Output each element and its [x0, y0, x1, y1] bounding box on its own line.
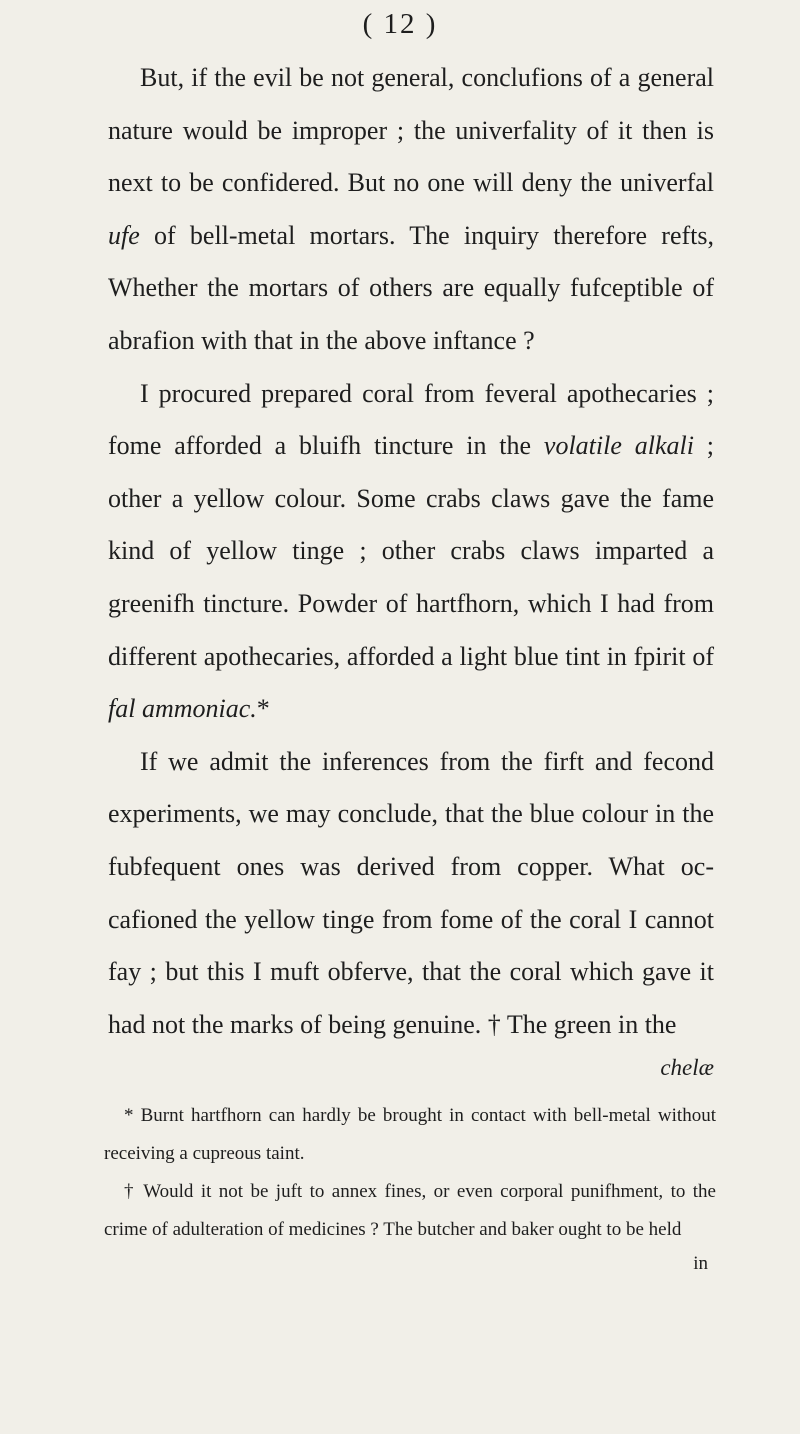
- footnote-catchword: in: [693, 1253, 708, 1274]
- paragraph-1: [108, 52, 714, 368]
- footnotes: [104, 1097, 716, 1249]
- italic-run: fal ammoniac.: [108, 694, 257, 724]
- text-run: ; other a yellow colour. Some crabs claws gave the fame kind of yellow tinge ; other crabs claws imparted a greenifh tincture. Powder of hartfhorn, which I had from different apothecaries, afforded a light blue tint in fpirit of: [108, 431, 714, 671]
- footnote-2: † Would it not be juft to annex fines, or even corporal punifhment, to the crime of adulteration of medicines ? The butcher and baker ought to be held: [104, 1181, 716, 1240]
- catchword: chelæ: [660, 1055, 714, 1080]
- paragraph-2: [108, 368, 714, 736]
- text-run: If we admit the inferences from the firft and fecond experiments, we may conclude, that the blue colour in the fubfequent ones was derived from copper. What occafioned the yellow tinge from fome of the coral I cannot fay ; but this I muft obferve, that the coral which gave it had not the marks of being genuine. † The green in the: [108, 746, 714, 1039]
- italic-run: ufe: [108, 220, 140, 250]
- page-number: ( 12 ): [362, 8, 438, 40]
- text-run: But, if the evil be not general, conclufions of a general nature would be improper ; the univerfality of it then is next to be confidered. But no one will deny the univerfal: [108, 63, 714, 198]
- main-text: [108, 52, 714, 1051]
- italic-run: volatile alkali: [543, 431, 694, 461]
- text-run: of bell-metal mortars. The inquiry therefore refts, Whether the mortars of others are equally fufceptible of abrafion with that in the above inftance ?: [108, 220, 714, 355]
- footnote-mark: *: [256, 694, 270, 724]
- paragraph-3: [108, 736, 714, 1052]
- footnote-1: * Burnt hartfhorn can hardly be brought in contact with bell-metal without receiving a cupreous taint.: [104, 1105, 716, 1164]
- text-run: I procured prepared coral from feveral apothecaries ; fome afforded a bluifh tincture in the: [108, 378, 714, 461]
